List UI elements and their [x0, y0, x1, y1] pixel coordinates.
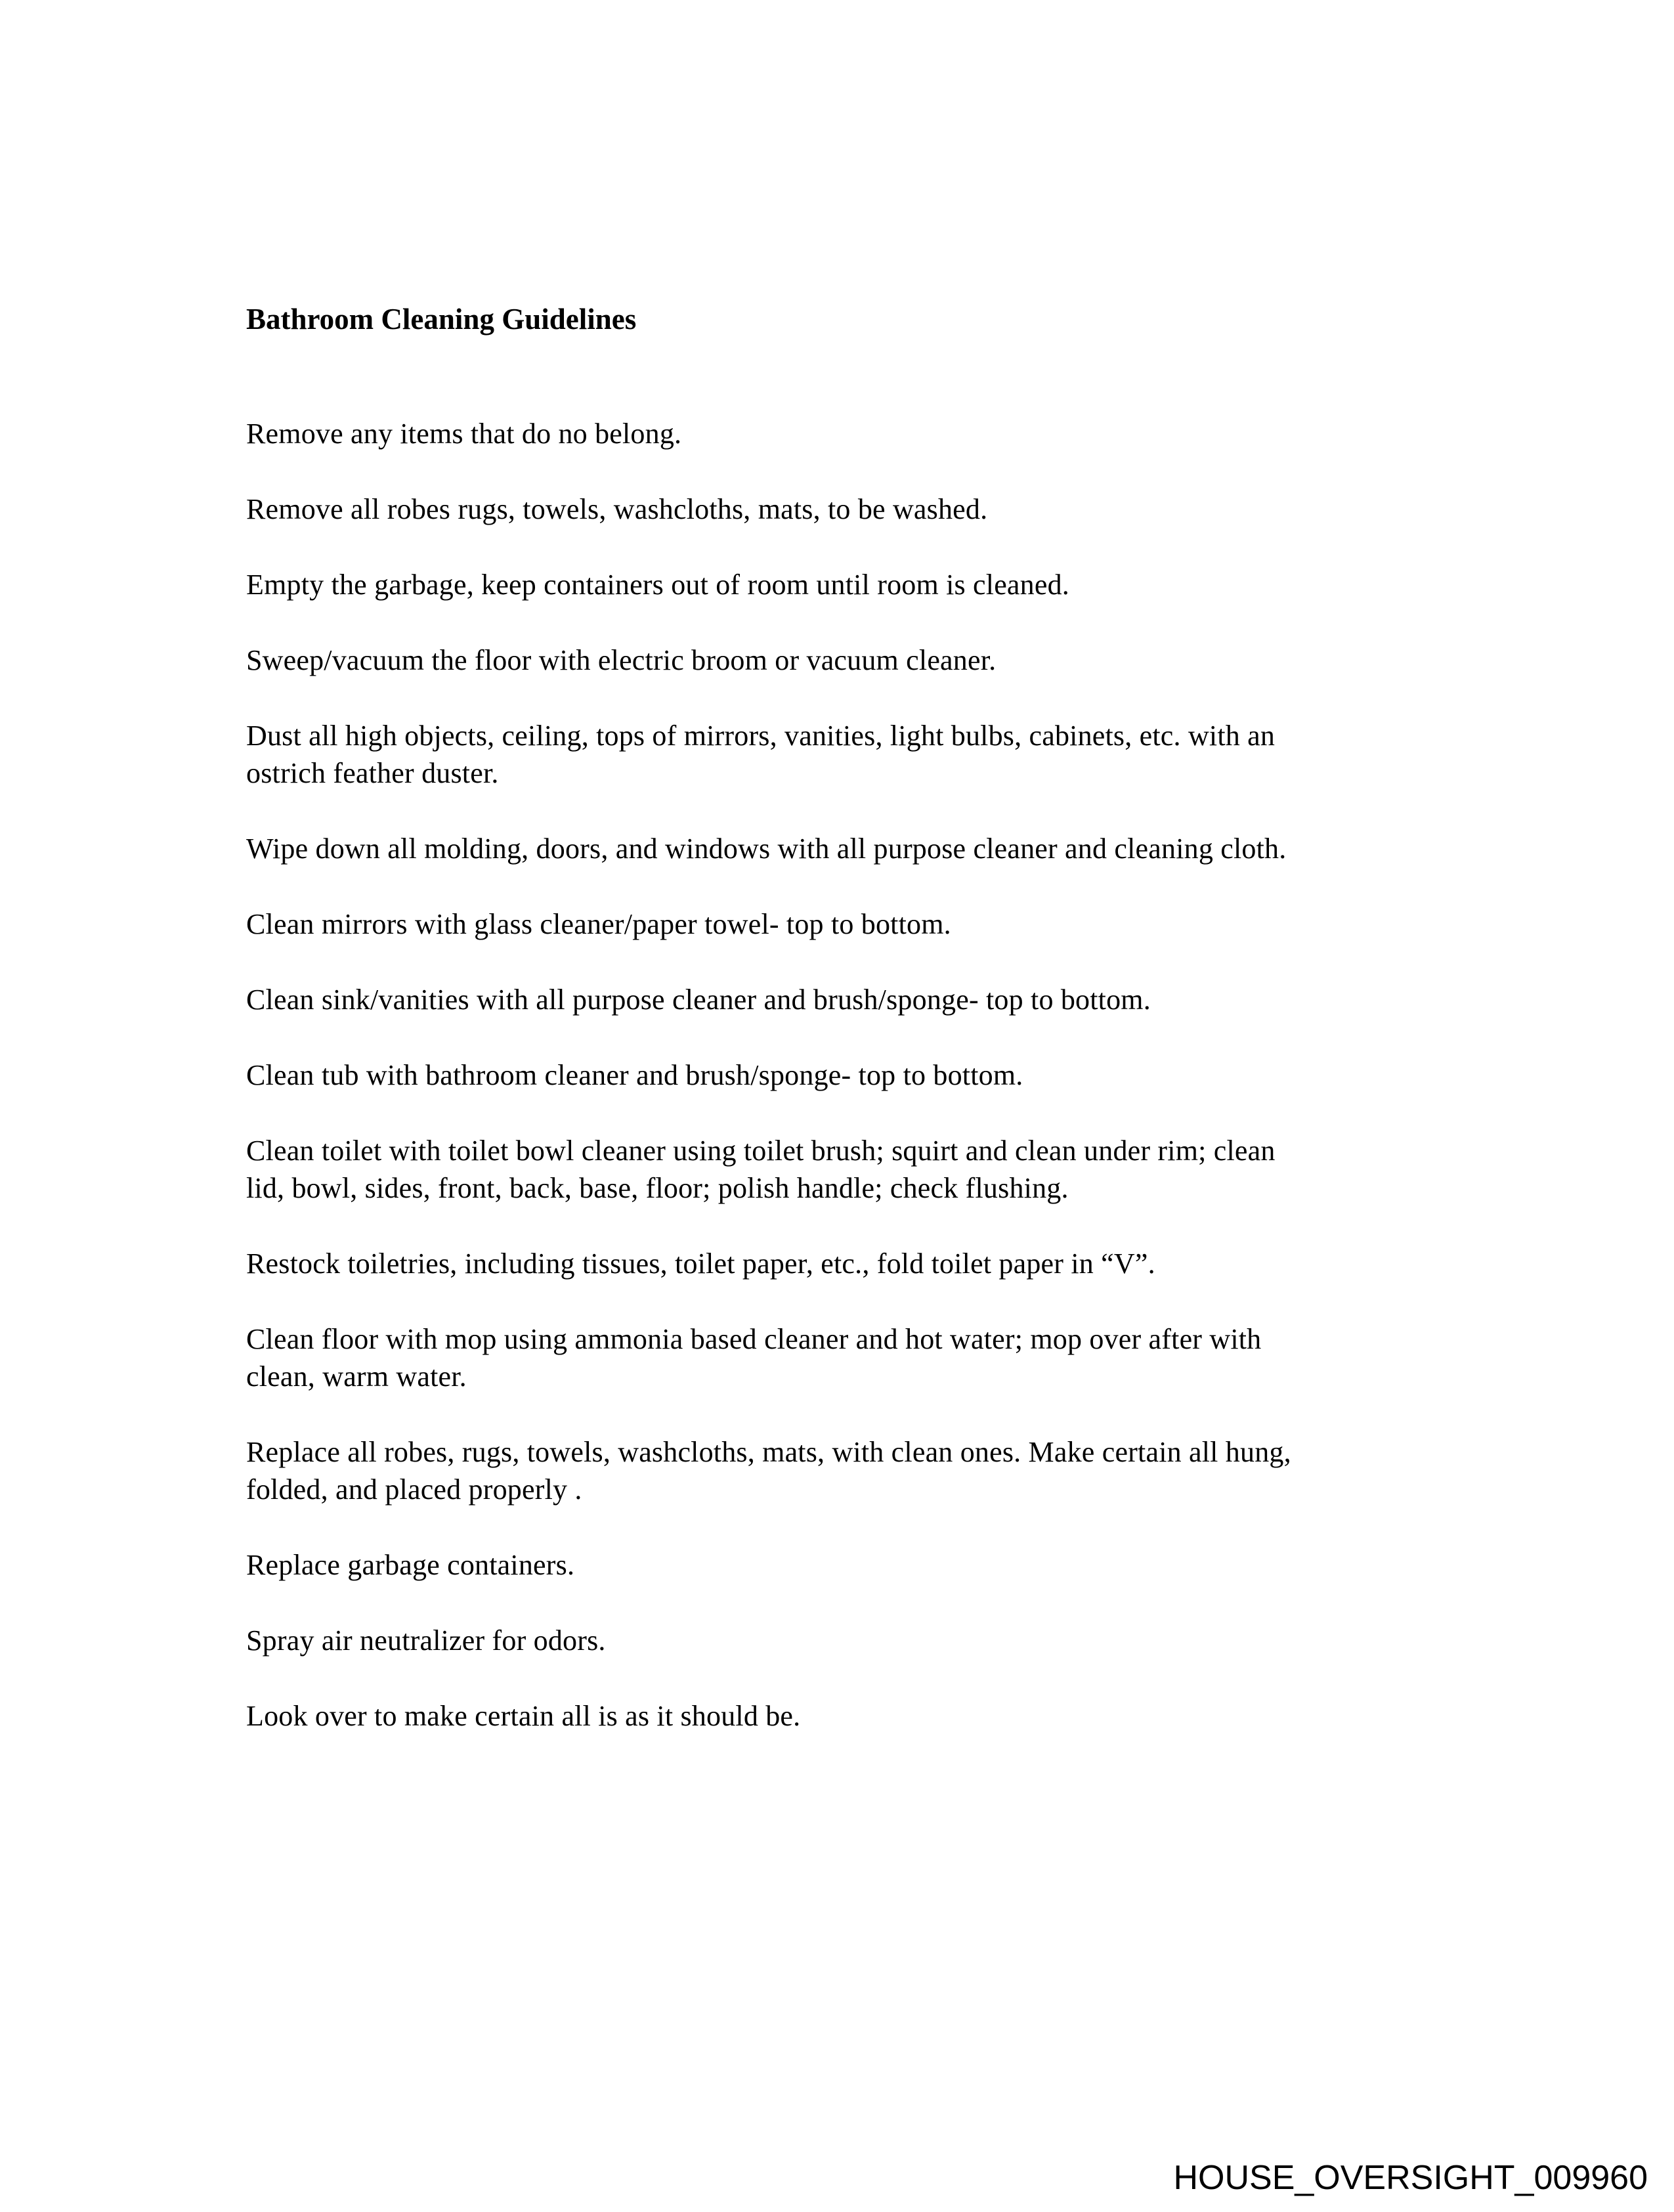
- paragraph: [246, 1433, 1457, 1508]
- paragraph-line: ostrich feather duster.: [246, 757, 499, 789]
- paragraph-line: Look over to make certain all is as it should be.: [246, 1700, 801, 1732]
- paragraph-line: Clean tub with bathroom cleaner and brush/sponge- top to bottom.: [246, 1059, 1023, 1091]
- paragraph-line: Spray air neutralizer for odors.: [246, 1624, 606, 1657]
- paragraph: [246, 717, 1457, 792]
- paragraph: [246, 1546, 1457, 1584]
- bates-stamp: HOUSE_OVERSIGHT_009960: [1173, 2159, 1648, 2197]
- paragraph-line: Dust all high objects, ceiling, tops of mirrors, vanities, light bulbs, cabinets, etc. with an: [246, 720, 1276, 752]
- paragraph-line: Clean sink/vanities with all purpose cleaner and brush/sponge- top to bottom.: [246, 984, 1151, 1016]
- paragraph-line: clean, warm water.: [246, 1360, 467, 1393]
- paragraph: [246, 490, 1457, 528]
- paragraph: [246, 905, 1457, 943]
- paragraph-line: lid, bowl, sides, front, back, base, floor; polish handle; check flushing.: [246, 1172, 1069, 1204]
- paragraph: [246, 415, 1457, 452]
- paragraph: [246, 1697, 1457, 1735]
- paragraph: [246, 1320, 1457, 1395]
- paragraph: [246, 1132, 1457, 1207]
- paragraph: [246, 1056, 1457, 1094]
- paragraph: [246, 1245, 1457, 1282]
- paragraph-line: Clean mirrors with glass cleaner/paper towel- top to bottom.: [246, 908, 951, 940]
- paragraph-line: Clean toilet with toilet bowl cleaner using toilet brush; squirt and clean under rim; clean: [246, 1135, 1276, 1167]
- paragraph-line: Replace garbage containers.: [246, 1549, 575, 1581]
- paragraph-line: Replace all robes, rugs, towels, washcloths, mats, with clean ones. Make certain all hung,: [246, 1436, 1291, 1468]
- paragraph-line: Clean floor with mop using ammonia based cleaner and hot water; mop over after with: [246, 1323, 1262, 1355]
- paragraph: [246, 1622, 1457, 1659]
- paragraph-line: Sweep/vacuum the floor with electric broom or vacuum cleaner.: [246, 644, 997, 676]
- paragraph: [246, 830, 1457, 867]
- paragraph-line: Restock toiletries, including tissues, toilet paper, etc., fold toilet paper in “V”.: [246, 1247, 1155, 1280]
- document-body: [246, 415, 1457, 1735]
- paragraph: [246, 641, 1457, 679]
- paragraph-line: folded, and placed properly .: [246, 1473, 582, 1506]
- paragraph-line: Wipe down all molding, doors, and windows with all purpose cleaner and cleaning cloth.: [246, 833, 1287, 865]
- paragraph-line: Remove any items that do no belong.: [246, 418, 682, 450]
- paragraph: [246, 981, 1457, 1018]
- page-title: Bathroom Cleaning Guidelines: [246, 303, 637, 336]
- paragraph: [246, 566, 1457, 603]
- paragraph-line: Remove all robes rugs, towels, washcloths, mats, to be washed.: [246, 493, 988, 525]
- paragraph-line: Empty the garbage, keep containers out of room until room is cleaned.: [246, 569, 1069, 601]
